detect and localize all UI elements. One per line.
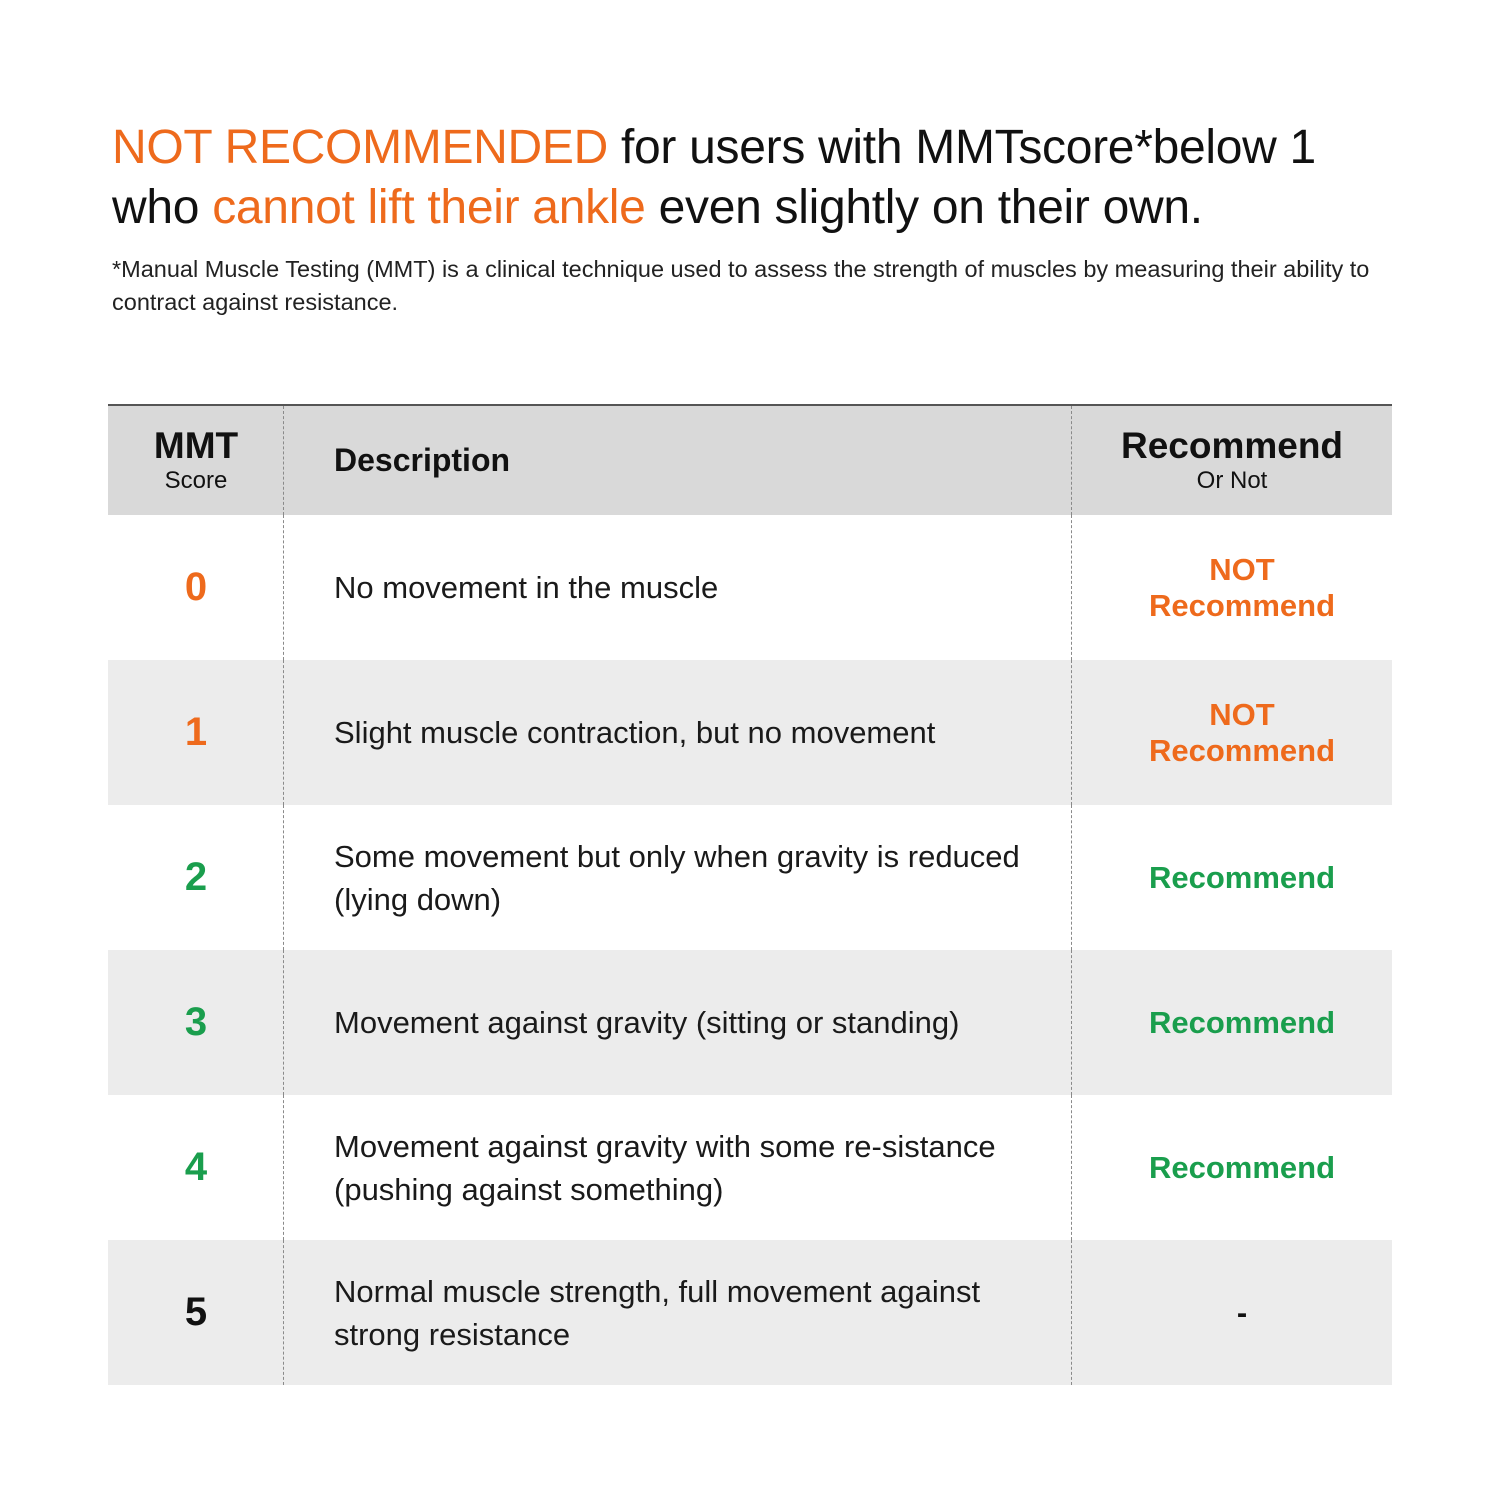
recommend-status-line1: Recommend [1148,859,1336,895]
table-row [108,1240,1392,1385]
description-cell [284,1095,1072,1240]
header-score-cell [108,406,284,515]
description-cell [284,515,1072,660]
score-cell [108,1240,284,1385]
recommend-status-line1: NOT [1209,551,1275,587]
column-divider [1071,805,1072,950]
description-text: Some movement but only when gravity is reduced (lying down) [334,838,1020,917]
recommend-cell [1072,1095,1392,1240]
column-divider [283,1095,284,1240]
column-divider [1071,950,1072,1095]
description-text: Slight muscle contraction, but no movement [334,715,936,750]
header-score-title: MMT [153,424,239,466]
recommend-cell [1072,805,1392,950]
description-text: No movement in the muscle [334,570,719,605]
table-row [108,950,1392,1095]
score-cell [108,1095,284,1240]
column-divider [1071,1095,1072,1240]
mmt-table [108,404,1392,1385]
column-divider [1071,515,1072,660]
description-cell [284,805,1072,950]
score-value: 2 [184,855,208,899]
score-cell [108,805,284,950]
score-value: 5 [184,1290,208,1334]
recommend-status-line1: - [1236,1294,1248,1330]
headline-accent-not-recommended: NOT RECOMMENDED [112,121,608,174]
recommend-status-line2: Recommend [1148,732,1336,768]
column-divider [1071,660,1072,805]
description-cell [284,660,1072,805]
headline-line1-text: for users with MMTscore*below 1 [607,121,1316,174]
description-cell [284,950,1072,1095]
recommend-cell [1072,515,1392,660]
recommend-status-line1: Recommend [1148,1149,1336,1185]
recommend-status-line1: Recommend [1148,1004,1336,1040]
description-text: Movement against gravity with some re-sistance (pushing against something) [334,1128,996,1207]
table-row [108,805,1392,950]
recommend-cell [1072,950,1392,1095]
score-cell [108,950,284,1095]
recommend-status-line2: Recommend [1148,587,1336,623]
description-text: Movement against gravity (sitting or standing) [334,1005,960,1040]
recommend-cell [1072,660,1392,805]
recommend-cell [1072,1240,1392,1385]
table-row [108,660,1392,805]
column-divider [283,660,284,805]
headline-accent-ankle: cannot lift their ankle [212,181,646,234]
score-cell [108,660,284,805]
description-cell [284,1240,1072,1385]
table-row [108,1095,1392,1240]
description-text: Normal muscle strength, full movement against strong resistance [334,1273,981,1352]
score-value: 4 [184,1145,208,1189]
table-row [108,515,1392,660]
header-score-subtitle: Score [164,466,228,494]
header-description-cell [284,406,1072,515]
header-recommend-subtitle: Or Not [1196,466,1268,494]
column-divider [283,406,284,515]
column-divider [283,1240,284,1385]
column-divider [283,805,284,950]
score-value: 1 [184,710,208,754]
score-value: 3 [184,1000,208,1044]
header-description-title: Description [334,442,511,478]
headline [112,118,1412,238]
column-divider [283,515,284,660]
column-divider [1071,406,1072,515]
table-header-row [108,406,1392,515]
column-divider [283,950,284,1095]
headline-line2-text: even slightly on their own. [645,181,1203,234]
mmt-footnote: *Manual Muscle Testing (MMT) is a clinical technique used to assess the strength of muscles by measuring their ability to contract against resistance. [112,256,1370,315]
header-recommend-title: Recommend [1120,424,1344,466]
score-value: 0 [184,565,208,609]
column-divider [1071,1240,1072,1385]
score-cell [108,515,284,660]
headline-line2-start: who [112,181,213,234]
recommend-status-line1: NOT [1209,696,1275,732]
header-recommend-cell [1072,406,1392,515]
